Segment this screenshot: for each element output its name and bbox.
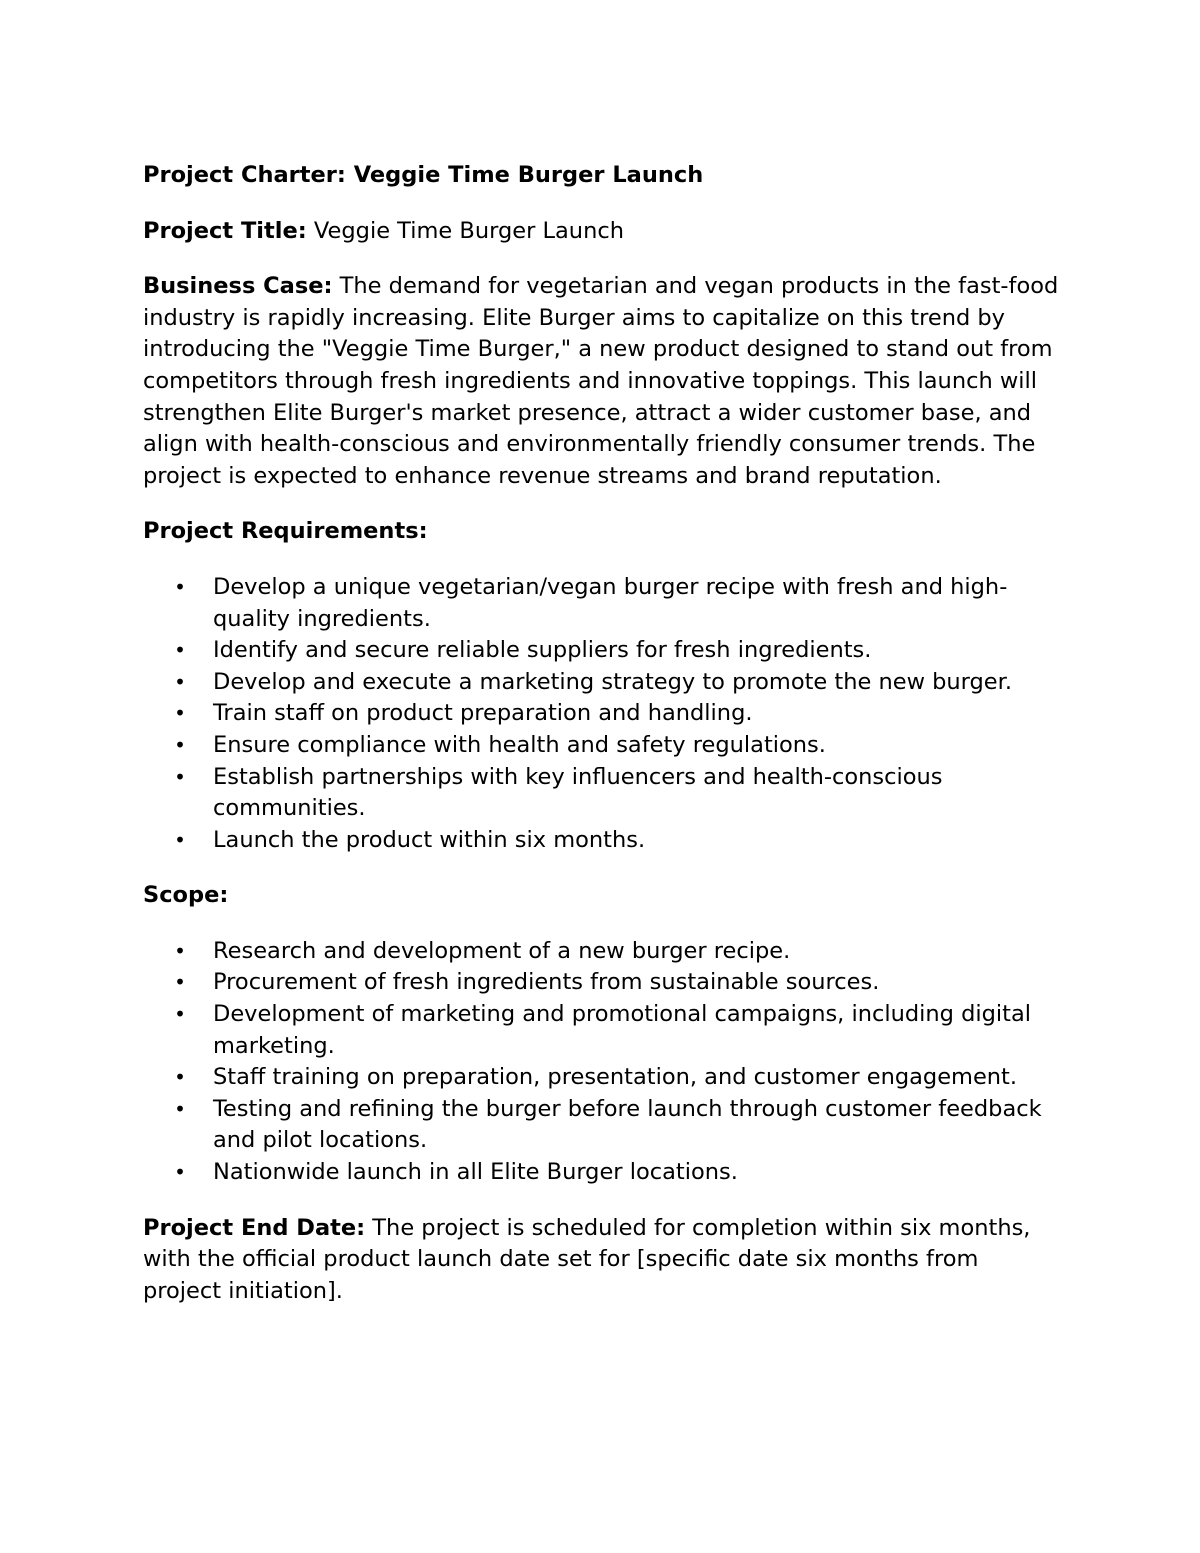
document-page xyxy=(143,160,1063,1331)
scope-text: Nationwide launch in all Elite Burger locations. xyxy=(213,1159,738,1186)
end-date-label: Project End Date: xyxy=(143,1214,366,1241)
bullet-icon: • xyxy=(174,574,186,599)
scope-text: Research and development of a new burger recipe. xyxy=(213,937,791,964)
scope-text: Development of marketing and promotional campaigns, including digital marketing. xyxy=(213,1001,1032,1059)
list-item xyxy=(143,967,1063,999)
business-case-paragraph xyxy=(143,271,1063,492)
bullet-icon: • xyxy=(174,938,186,963)
requirement-text: Launch the product within six months. xyxy=(213,826,646,853)
business-case-label: Business Case: xyxy=(143,273,333,300)
list-item xyxy=(143,698,1063,730)
bullet-icon: • xyxy=(174,638,186,663)
bullet-icon: • xyxy=(174,701,186,726)
scope-text: Procurement of fresh ingredients from sustainable sources. xyxy=(213,969,880,996)
scope-list xyxy=(143,936,1063,1189)
requirement-text: Develop a unique vegetarian/vegan burger recipe with fresh and high-quality ingredients. xyxy=(213,573,1008,632)
list-item xyxy=(143,730,1063,762)
list-item xyxy=(143,572,1063,635)
list-item xyxy=(143,667,1063,699)
bullet-icon: • xyxy=(174,1160,186,1185)
bullet-icon: • xyxy=(174,827,186,852)
business-case-text: The demand for vegetarian and vegan products in the fast-food industry is rapidly increasing. Elite Burger aims to capitalize on this trend by introducing the "Veggie Time Burger," a new product designed to stand out from competitors through fresh ingredients and innovative toppings. This launch will strengthen Elite Burger's market presence, attract a wider customer base, and align with health-conscious and environmentally friendly consumer trends. The project is expected to enhance revenue streams and brand reputation. xyxy=(143,273,1059,489)
project-title-text: Veggie Time Burger Launch xyxy=(306,217,624,244)
list-item xyxy=(143,999,1063,1062)
bullet-icon: • xyxy=(174,1096,186,1121)
requirement-text: Ensure compliance with health and safety regulations. xyxy=(213,731,826,758)
list-item xyxy=(143,1094,1063,1157)
bullet-icon: • xyxy=(174,732,186,757)
list-item xyxy=(143,635,1063,667)
list-item xyxy=(143,825,1063,857)
project-title-label: Project Title: xyxy=(143,217,307,244)
requirement-text: Train staff on product preparation and handling. xyxy=(213,700,753,727)
document-title: Project Charter: Veggie Time Burger Launch xyxy=(143,162,704,188)
bullet-icon: • xyxy=(174,669,186,694)
requirement-text: Establish partnerships with key influencers and health-conscious communities. xyxy=(213,763,943,822)
project-title-paragraph xyxy=(143,216,1063,248)
scope-text: Staff training on preparation, presentation, and customer engagement. xyxy=(213,1064,1018,1091)
end-date-paragraph xyxy=(143,1213,1063,1308)
requirements-heading: Project Requirements: xyxy=(143,518,428,545)
list-item xyxy=(143,762,1063,825)
requirements-list xyxy=(143,572,1063,856)
bullet-icon: • xyxy=(174,1002,186,1027)
scope-heading: Scope: xyxy=(143,882,229,909)
list-item xyxy=(143,936,1063,968)
list-item xyxy=(143,1062,1063,1094)
scope-text: Testing and refining the burger before launch through customer feedback and pilot locations. xyxy=(213,1095,1042,1154)
requirement-text: Identify and secure reliable suppliers for fresh ingredients. xyxy=(213,637,872,664)
bullet-icon: • xyxy=(174,1065,186,1090)
requirement-text: Develop and execute a marketing strategy to promote the new burger. xyxy=(213,668,1012,695)
end-date-text: The project is scheduled for completion within six months, with the official product launch date set for [specific date six months from project initiation]. xyxy=(143,1214,1031,1304)
bullet-icon: • xyxy=(174,764,186,789)
bullet-icon: • xyxy=(174,970,186,995)
list-item xyxy=(143,1157,1063,1189)
